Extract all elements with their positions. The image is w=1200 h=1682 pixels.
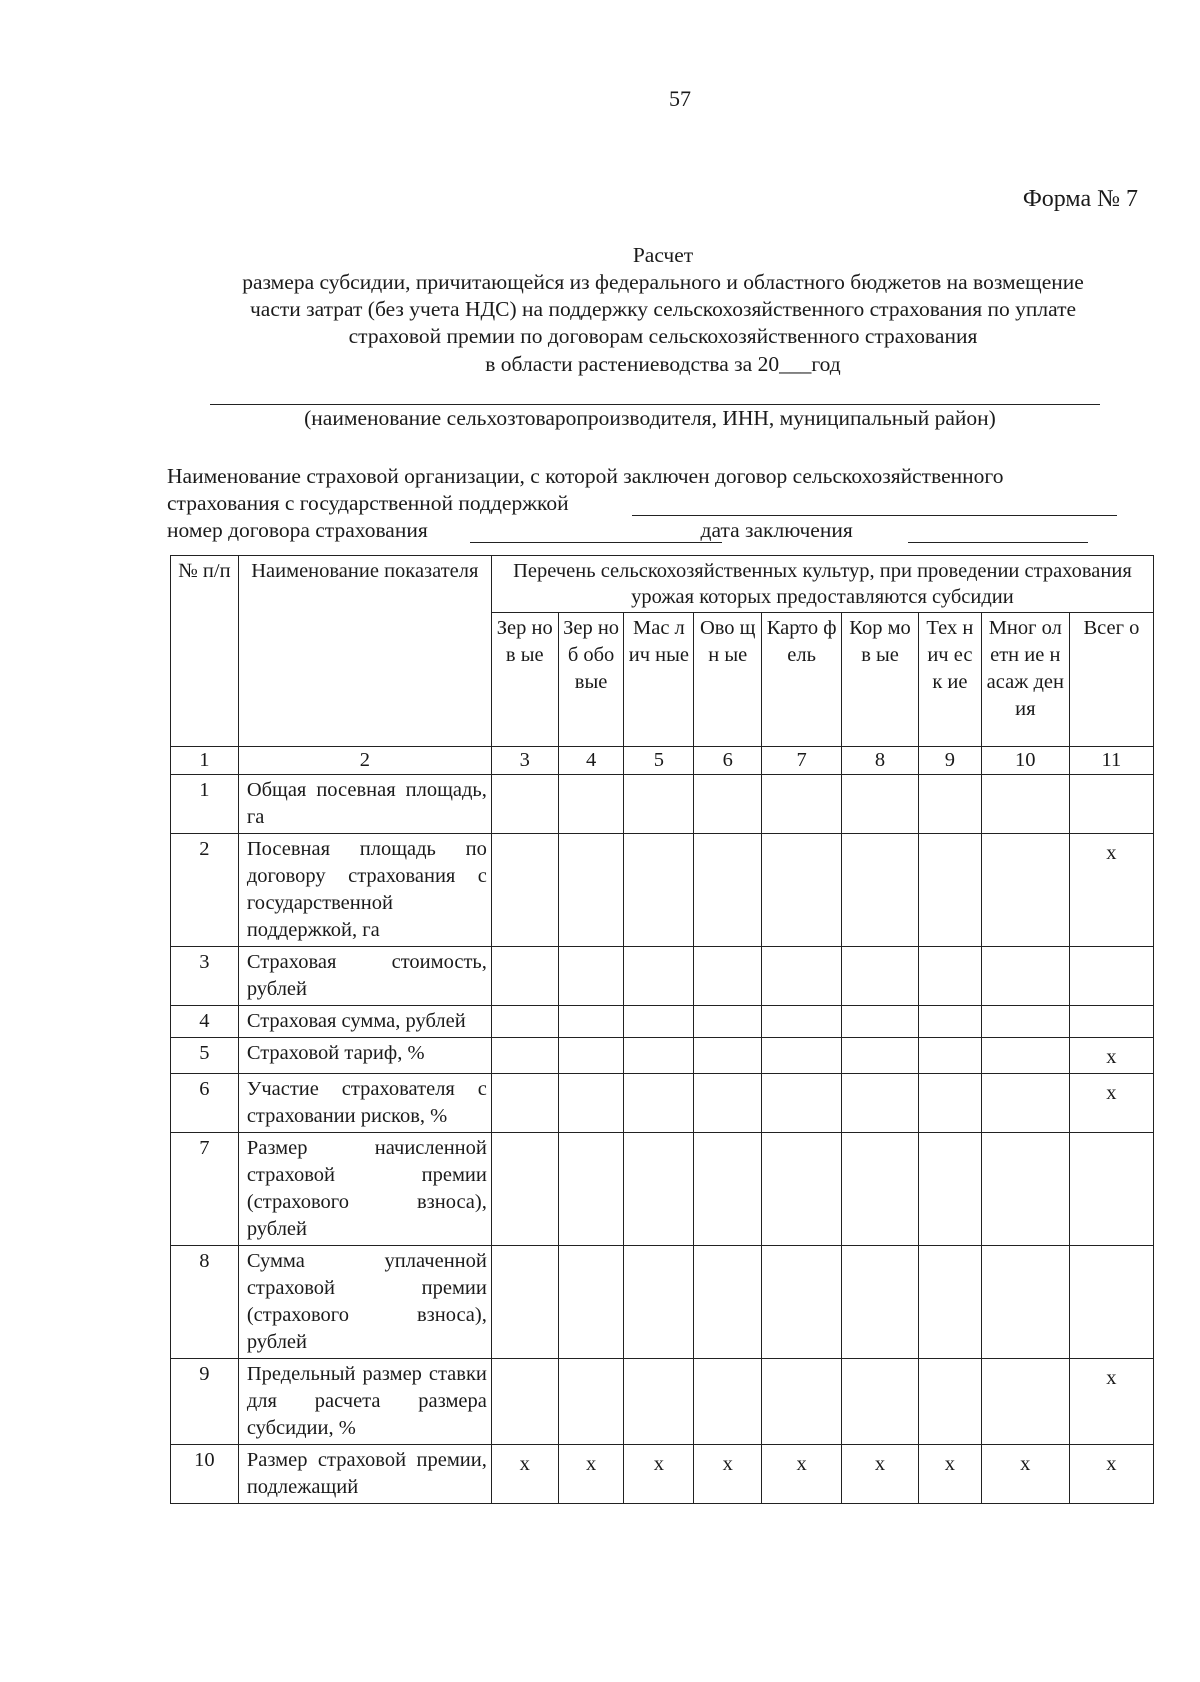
value-cell[interactable] [694,1359,762,1445]
value-cell[interactable] [624,775,694,834]
indicator-name: Страховая сумма, рублей [238,1006,491,1038]
indicator-name: Предельный размер ставки для расчета размера субсидии, % [238,1359,491,1445]
value-cell[interactable] [558,1133,624,1246]
value-cell[interactable]: x [919,1445,982,1504]
value-cell[interactable] [491,1074,558,1133]
value-cell[interactable] [1069,1006,1153,1038]
title-line-1: размера субсидии, причитающейся из федерального и областного бюджетов на возмещение [242,270,1084,294]
value-cell[interactable] [762,947,842,1006]
column-number: 4 [558,747,624,775]
value-cell[interactable] [919,775,982,834]
value-cell[interactable] [694,775,762,834]
crop-header-5: Карто фель [762,613,842,747]
value-cell[interactable] [842,1133,919,1246]
row-number: 6 [171,1074,239,1133]
value-cell[interactable] [558,1246,624,1359]
crop-header-8: Мног олетн ие насаж дения [981,613,1069,747]
value-cell[interactable] [558,1359,624,1445]
contract-number-label: номер договора страхования [167,518,428,542]
value-cell[interactable] [491,1006,558,1038]
value-cell[interactable] [762,775,842,834]
value-cell[interactable] [919,1074,982,1133]
value-cell[interactable] [762,1246,842,1359]
subsidy-calculation-table [170,555,1154,1504]
value-cell[interactable] [762,1133,842,1246]
value-cell[interactable] [694,947,762,1006]
title-line-4: в области растениеводства за 20___год [485,352,841,376]
value-cell[interactable] [919,1359,982,1445]
producer-blank-line [210,404,1100,405]
value-cell[interactable] [624,1074,694,1133]
value-cell[interactable] [694,1038,762,1074]
value-cell[interactable] [981,1133,1069,1246]
value-cell[interactable] [1069,775,1153,834]
value-cell[interactable] [762,1359,842,1445]
crop-header-9: Всег о [1069,613,1153,747]
crop-header-2: Зер ноб обо вые [558,613,624,747]
indicator-name: Страховой тариф, % [238,1038,491,1074]
header-indicator: Наименование показателя [238,556,491,747]
value-cell[interactable] [762,1006,842,1038]
column-number: 8 [842,747,919,775]
value-cell[interactable]: x [694,1445,762,1504]
value-cell[interactable] [694,1006,762,1038]
value-cell[interactable] [624,1246,694,1359]
value-cell[interactable]: x [1069,1359,1153,1445]
value-cell[interactable] [981,1359,1069,1445]
value-cell[interactable] [491,1133,558,1246]
row-number: 5 [171,1038,239,1074]
value-cell[interactable] [1069,1133,1153,1246]
value-cell[interactable] [981,1006,1069,1038]
row-number: 1 [171,775,239,834]
column-number: 1 [171,747,239,775]
column-number: 10 [981,747,1069,775]
value-cell[interactable] [919,1038,982,1074]
insurer-label-line-2: страхования с государственной поддержкой [167,491,569,515]
value-cell[interactable] [842,1074,919,1133]
value-cell[interactable] [558,1006,624,1038]
crop-header-1: Зер нов ые [491,613,558,747]
value-cell[interactable]: x [491,1445,558,1504]
value-cell[interactable] [981,1246,1069,1359]
table-row [171,1074,1154,1133]
indicator-name: Посевная площадь по договору страхования с государственной поддержкой, га [238,834,491,947]
value-cell[interactable] [919,947,982,1006]
column-number: 2 [238,747,491,775]
value-cell[interactable] [1069,947,1153,1006]
value-cell[interactable] [842,1038,919,1074]
table-row [171,1038,1154,1074]
title-line-3: страховой премии по договорам сельскохозяйственного страхования [348,324,978,348]
value-cell[interactable] [919,834,982,947]
value-cell[interactable] [981,947,1069,1006]
value-cell[interactable] [491,1359,558,1445]
indicator-name: Размер начисленной страховой премии (страхового взноса), рублей [238,1133,491,1246]
value-cell[interactable] [762,1038,842,1074]
value-cell[interactable] [694,1074,762,1133]
column-number: 11 [1069,747,1153,775]
header-crop-list: Перечень сельскохозяйственных культур, при проведении страхования урожая которых предоставляются субсидии [491,556,1153,613]
column-number: 9 [919,747,982,775]
row-number: 7 [171,1133,239,1246]
value-cell[interactable]: x [981,1445,1069,1504]
value-cell[interactable] [558,834,624,947]
row-number: 4 [171,1006,239,1038]
value-cell[interactable]: x [1069,1074,1153,1133]
indicator-name: Сумма уплаченной страховой премии (страхового взноса), рублей [238,1246,491,1359]
value-cell[interactable] [624,1038,694,1074]
value-cell[interactable] [842,1246,919,1359]
value-cell[interactable] [624,1359,694,1445]
row-number: 3 [171,947,239,1006]
value-cell[interactable] [624,1006,694,1038]
value-cell[interactable]: x [762,1445,842,1504]
value-cell[interactable] [981,834,1069,947]
contract-date-blank [908,542,1088,543]
insurer-blank-line [632,515,1117,516]
contract-date-label: дата заключения [700,518,853,542]
value-cell[interactable] [558,1074,624,1133]
column-number: 7 [762,747,842,775]
contract-info-line [167,518,853,543]
value-cell[interactable]: x [558,1445,624,1504]
value-cell[interactable] [919,1006,982,1038]
table-row [171,775,1154,834]
value-cell[interactable] [558,775,624,834]
crop-header-7: Тех нич еск ие [919,613,982,747]
value-cell[interactable]: x [1069,834,1153,947]
crop-header-3: Мас лич ные [624,613,694,747]
column-number: 3 [491,747,558,775]
value-cell[interactable] [491,775,558,834]
page-number: 57 [669,86,691,111]
value-cell[interactable]: x [842,1445,919,1504]
producer-caption: (наименование сельхозтоваропроизводителя, ИНН, муниципальный район) [304,406,996,430]
value-cell[interactable]: x [1069,1038,1153,1074]
title-line-2: части затрат (без учета НДС) на поддержку сельскохозяйственного страхования по уплате [249,297,1077,321]
value-cell[interactable] [558,947,624,1006]
value-cell[interactable] [558,1038,624,1074]
table-row [171,1246,1154,1359]
form-number: Форма № 7 [1022,186,1138,212]
indicator-name: Страховая стоимость, рублей [238,947,491,1006]
value-cell[interactable] [842,947,919,1006]
value-cell[interactable] [762,834,842,947]
value-cell[interactable] [981,1038,1069,1074]
value-cell[interactable] [491,1246,558,1359]
header-number: № п/п [171,556,239,747]
table-row [171,834,1154,947]
value-cell[interactable] [981,775,1069,834]
indicator-name: Размер страховой премии, подлежащий [238,1445,491,1504]
value-cell[interactable] [842,1006,919,1038]
crop-header-6: Кор мов ые [842,613,919,747]
value-cell[interactable] [694,1133,762,1246]
value-cell[interactable] [842,775,919,834]
document-title: Расчет [632,243,694,267]
row-number: 8 [171,1246,239,1359]
value-cell[interactable] [919,1246,982,1359]
value-cell[interactable] [919,1133,982,1246]
indicator-name: Участие страхователя с страховании рисков, % [238,1074,491,1133]
value-cell[interactable] [624,1133,694,1246]
value-cell[interactable] [981,1074,1069,1133]
row-number: 10 [171,1445,239,1504]
value-cell[interactable] [1069,1246,1153,1359]
row-number: 9 [171,1359,239,1445]
indicator-name: Общая посевная площадь, га [238,775,491,834]
value-cell[interactable] [694,834,762,947]
row-number: 2 [171,834,239,947]
value-cell[interactable] [624,947,694,1006]
value-cell[interactable] [491,947,558,1006]
contract-number-blank [470,542,722,543]
value-cell[interactable] [762,1074,842,1133]
column-number: 6 [694,747,762,775]
table-row [171,1359,1154,1445]
value-cell[interactable]: x [624,1445,694,1504]
table-row [171,1133,1154,1246]
value-cell[interactable] [842,1359,919,1445]
table-row [171,1006,1154,1038]
crop-header-4: Ово щн ые [694,613,762,747]
value-cell[interactable] [491,1038,558,1074]
table-row [171,1445,1154,1504]
table-row [171,947,1154,1006]
value-cell[interactable] [491,834,558,947]
value-cell[interactable] [694,1246,762,1359]
value-cell[interactable] [842,834,919,947]
value-cell[interactable] [624,834,694,947]
column-number: 5 [624,747,694,775]
insurer-label-line-1: Наименование страховой организации, с которой заключен договор сельскохозяйственного [167,464,1004,488]
value-cell[interactable]: x [1069,1445,1153,1504]
